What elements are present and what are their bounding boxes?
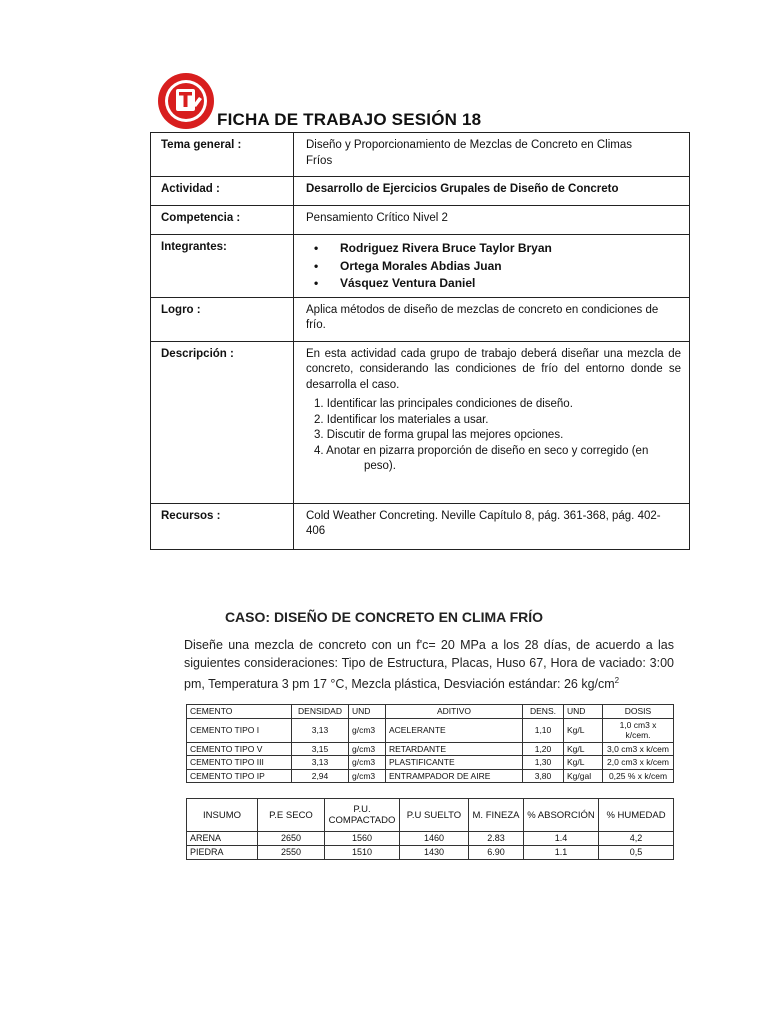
table-cell: 1560 xyxy=(325,832,400,846)
table-header-cell: UND xyxy=(349,705,386,719)
table-row xyxy=(187,832,674,846)
table-header-cell: P.E SECO xyxy=(258,799,325,832)
table-cell: g/cm3 xyxy=(349,756,386,770)
table-cell: 1.1 xyxy=(524,846,599,860)
recursos-label: Recursos : xyxy=(151,503,294,549)
table-cell: Kg/L xyxy=(564,742,603,756)
table-row xyxy=(187,846,674,860)
recursos-value: Cold Weather Concreting. Neville Capítulo 8, pág. 361-368, pág. 402- 406 xyxy=(294,503,690,549)
competencia-label: Competencia : xyxy=(151,206,294,235)
table-cell: PIEDRA xyxy=(187,846,258,860)
table-cell: CEMENTO TIPO IP xyxy=(187,769,292,783)
integrantes-list xyxy=(294,235,690,298)
list-item: 4. Anotar en pizarra proporción de diseño en seco y corregido (en peso). xyxy=(314,444,649,472)
tema-label: Tema general : xyxy=(151,133,294,177)
table-cell: g/cm3 xyxy=(349,718,386,742)
table-cell: 1,0 cm3 x k/cem. xyxy=(603,718,674,742)
table-row xyxy=(187,742,674,756)
list-item: 3. Discutir de forma grupal las mejores opciones. xyxy=(314,429,564,441)
table-row xyxy=(187,718,674,742)
actividad-label: Actividad : xyxy=(151,177,294,206)
table-header-cell: M. FINEZA xyxy=(469,799,524,832)
table-cell: 1,10 xyxy=(523,718,564,742)
table-row xyxy=(187,769,674,783)
table-header-row xyxy=(187,705,674,719)
table-cell: 4,2 xyxy=(599,832,674,846)
table-cell: 3,13 xyxy=(292,718,349,742)
table-header-cell: INSUMO xyxy=(187,799,258,832)
actividad-value: Desarrollo de Ejercicios Grupales de Diseño de Concreto xyxy=(294,177,690,206)
table-cell: 3,80 xyxy=(523,769,564,783)
table-cell: RETARDANTE xyxy=(386,742,523,756)
table-cell: Kg/L xyxy=(564,718,603,742)
table-cell: 3,0 cm3 x k/cem xyxy=(603,742,674,756)
table-cell: 2,0 cm3 x k/cem xyxy=(603,756,674,770)
tema-value: Diseño y Proporcionamiento de Mezclas de Concreto en Climas Fríos xyxy=(294,133,690,177)
table-header-cell: DENSIDAD xyxy=(292,705,349,719)
table-row xyxy=(187,756,674,770)
table-header-cell: P.U SUELTO xyxy=(400,799,469,832)
table-cell: 1,30 xyxy=(523,756,564,770)
table-cell: 3,13 xyxy=(292,756,349,770)
table-cell: ACELERANTE xyxy=(386,718,523,742)
table-header-cell: DOSIS xyxy=(603,705,674,719)
table-cell: Kg/gal xyxy=(564,769,603,783)
table-header-row xyxy=(187,799,674,832)
table-header-cell: DENS. xyxy=(523,705,564,719)
table-header-cell: CEMENTO xyxy=(187,705,292,719)
descripcion-value xyxy=(294,341,690,503)
table-cell: ARENA xyxy=(187,832,258,846)
caso-text: Diseñe una mezcla de concreto con un f'c= 20 MPa a los 28 días, de acuerdo a las siguientes consideraciones: Tipo de Estructura, Placas, Huso 67, Hora de vaciado: 3:00 pm, Temperatura 3 pm 17 °C, Mezcla plástica, Desviación estándar: 26 $kg/cm^2$ xyxy=(184,638,674,692)
page-title: FICHA DE TRABAJO SESIÓN 18 xyxy=(217,110,482,129)
integrantes-label: Integrantes: xyxy=(151,235,294,298)
table-cell: PLASTIFICANTE xyxy=(386,756,523,770)
table-cell: 1430 xyxy=(400,846,469,860)
logro-label: Logro : xyxy=(151,297,294,341)
table-cell: 1460 xyxy=(400,832,469,846)
table-cell: Kg/L xyxy=(564,756,603,770)
table-cell: CEMENTO TIPO I xyxy=(187,718,292,742)
table-cell: g/cm3 xyxy=(349,742,386,756)
table-cell: 3,15 xyxy=(292,742,349,756)
table-cell: g/cm3 xyxy=(349,769,386,783)
table-cell: 2550 xyxy=(258,846,325,860)
caso-title: CASO: DISEÑO DE CONCRETO EN CLIMA FRÍO xyxy=(224,609,544,625)
list-item: • Rodriguez Rivera Bruce Taylor Bryan xyxy=(306,240,681,258)
table-cell: 0,25 % x k/cem xyxy=(603,769,674,783)
list-item: 1. Identificar las principales condiciones de diseño. xyxy=(314,398,573,410)
list-item: • Vásquez Ventura Daniel xyxy=(306,275,681,293)
table-cell: CEMENTO TIPO III xyxy=(187,756,292,770)
insumo-table xyxy=(186,798,674,860)
table-header-cell: ADITIVO xyxy=(386,705,523,719)
table-header-cell: P.U. COMPACTADO xyxy=(325,799,400,832)
descripcion-label: Descripción : xyxy=(151,341,294,503)
table-cell: 1510 xyxy=(325,846,400,860)
table-header-cell: UND xyxy=(564,705,603,719)
table-header-cell: % ABSORCIÓN xyxy=(524,799,599,832)
table-cell: 2.83 xyxy=(469,832,524,846)
competencia-value: Pensamiento Crítico Nivel 2 xyxy=(294,206,690,235)
list-item: • Ortega Morales Abdias Juan xyxy=(306,258,681,276)
table-cell: CEMENTO TIPO V xyxy=(187,742,292,756)
list-item: 2. Identificar los materiales a usar. xyxy=(314,413,489,426)
table-cell: 1.4 xyxy=(524,832,599,846)
table-cell: 2650 xyxy=(258,832,325,846)
table-cell: ENTRAMPADOR DE AIRE xyxy=(386,769,523,783)
descripcion-text: En esta actividad cada grupo de trabajo deberá diseñar una mezcla de concreto, considerando las condiciones de frío del entorno donde se desarrolla el caso. xyxy=(306,347,681,391)
table-header-cell: % HUMEDAD xyxy=(599,799,674,832)
table-cell: 1,20 xyxy=(523,742,564,756)
table-cell: 2,94 xyxy=(292,769,349,783)
t-logo-icon xyxy=(157,72,215,130)
cemento-aditivo-table xyxy=(186,704,674,783)
table-cell: 0,5 xyxy=(599,846,674,860)
table-cell: 6.90 xyxy=(469,846,524,860)
ficha-table xyxy=(150,132,690,550)
logro-value: Aplica métodos de diseño de mezclas de concreto en condiciones de frío. xyxy=(294,297,690,341)
